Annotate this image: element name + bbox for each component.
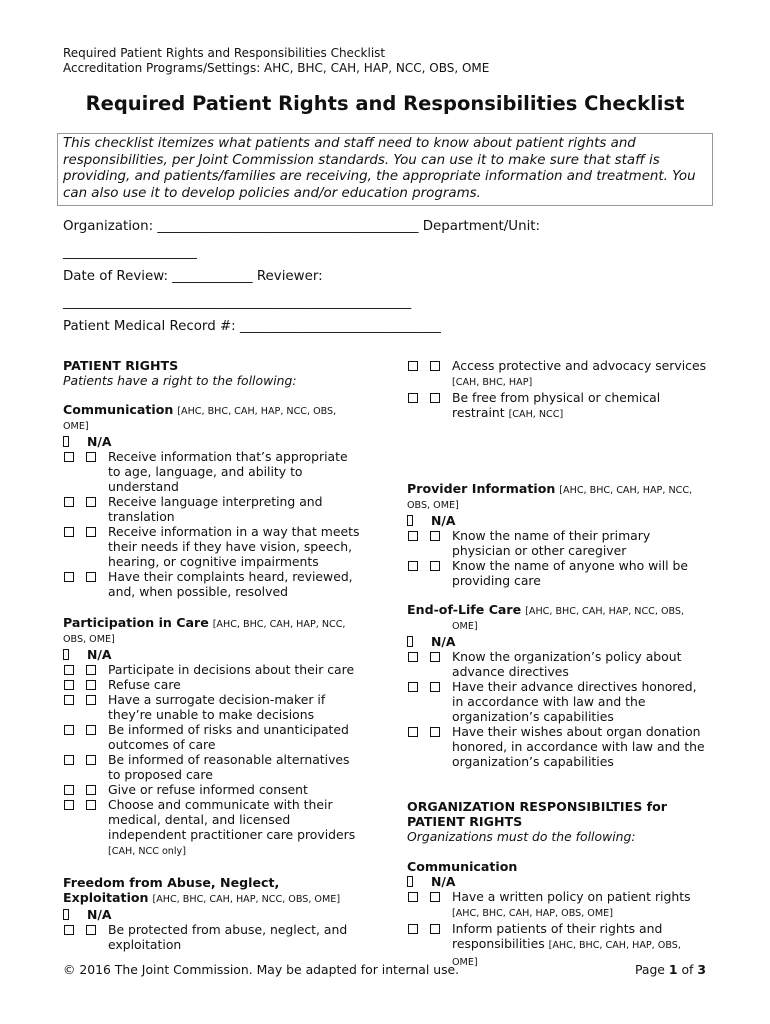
checkbox-icon[interactable]: [430, 652, 440, 662]
item-tags: [CAH, NCC]: [508, 409, 564, 420]
checkbox-icon[interactable]: [86, 695, 96, 705]
checkbox-icon[interactable]: [86, 925, 96, 935]
page-title: Required Patient Rights and Responsibilities Checklist: [85, 92, 685, 115]
checklist-item: Be informed of reasonable alternatives to proposed care: [63, 752, 363, 782]
item-tags-cont: OME]: [452, 957, 478, 968]
checkbox-icon[interactable]: [64, 725, 74, 735]
checkbox-icon[interactable]: [430, 393, 440, 403]
checkbox-icon[interactable]: [64, 665, 74, 675]
section-tags: [AHC, BHC, CAH, HAP, NCC, OBS,: [525, 606, 685, 617]
item-tags: [CAH, NCC only]: [108, 846, 186, 857]
checkbox-icon[interactable]: [430, 892, 440, 902]
abuse-section: [63, 875, 363, 952]
checkbox-icon[interactable]: [64, 572, 74, 582]
section-title: Provider Information: [407, 481, 556, 496]
checkbox-icon[interactable]: [408, 682, 418, 692]
checkbox-icon[interactable]: [407, 515, 413, 526]
checklist-item: Have their advance directives honored, in accordance with law and the organization’s capabilities: [407, 679, 707, 724]
checkbox-icon[interactable]: [408, 892, 418, 902]
department-field-line: ____________________: [63, 245, 197, 260]
checkbox-icon[interactable]: [64, 695, 74, 705]
checkbox-icon[interactable]: [430, 727, 440, 737]
org-heading-cont: PATIENT RIGHTS: [407, 814, 523, 829]
checkbox-icon[interactable]: [408, 361, 418, 371]
section-tags-cont: OME]: [63, 421, 89, 432]
na-checkbox[interactable]: N/A: [407, 874, 707, 889]
checkbox-icon[interactable]: [64, 497, 74, 507]
checklist-item: Know the organization’s policy about advance directives: [407, 649, 707, 679]
na-checkbox[interactable]: N/A: [407, 634, 707, 649]
checklist-item: Receive information in a way that meets their needs if they have vision, speech, hearing, or cognitive impairments: [63, 524, 363, 569]
checkbox-icon[interactable]: [64, 755, 74, 765]
item-tags: [AHC, BHC, CAH, HAP, OBS, OME]: [452, 908, 613, 919]
checkbox-icon[interactable]: [86, 785, 96, 795]
checkbox-icon[interactable]: [86, 527, 96, 537]
checkbox-icon[interactable]: [408, 531, 418, 541]
running-header: [63, 46, 489, 76]
checkbox-icon[interactable]: [86, 452, 96, 462]
checkbox-icon[interactable]: [63, 649, 69, 660]
page-number: Page 1 of 3: [634, 962, 706, 977]
right-column: [407, 358, 707, 970]
checkbox-icon[interactable]: [430, 924, 440, 934]
checkbox-icon[interactable]: [86, 755, 96, 765]
checkbox-icon[interactable]: [64, 925, 74, 935]
section-title: Participation in Care: [63, 615, 209, 630]
checkbox-icon[interactable]: [408, 727, 418, 737]
checklist-item: Inform patients of their rights and responsibilities [AHC, BHC, CAH, HAP, OBS, OME]: [407, 921, 707, 970]
checkbox-icon[interactable]: [86, 725, 96, 735]
checklist-item: Be protected from abuse, neglect, and exploitation: [63, 922, 363, 952]
checkbox-icon[interactable]: [408, 561, 418, 571]
checklist-item: Be free from physical or chemical restraint [CAH, NCC]: [407, 390, 707, 422]
section-title: End-of-Life Care: [407, 602, 522, 617]
org-heading: ORGANIZATION RESPONSIBILTIES for: [407, 799, 668, 814]
checkbox-icon[interactable]: [407, 636, 413, 647]
section-title: Freedom from Abuse, Neglect,: [63, 875, 280, 890]
checkbox-icon[interactable]: [408, 924, 418, 934]
org-subheading: Organizations must do the following:: [407, 829, 636, 844]
checklist-item: Be informed of risks and unanticipated outcomes of care: [63, 722, 363, 752]
section-tags: [AHC, BHC, CAH, HAP, NCC,: [559, 485, 693, 496]
checkbox-icon[interactable]: [63, 436, 69, 447]
checkbox-icon[interactable]: [408, 652, 418, 662]
checkbox-icon[interactable]: [407, 876, 413, 887]
item-tags: [AHC, BHC, CAH, HAP, OBS,: [548, 940, 681, 951]
section-tags-cont: OBS, OME]: [63, 634, 115, 645]
na-checkbox[interactable]: N/A: [63, 434, 363, 449]
provider-section: [407, 481, 707, 588]
checkbox-icon[interactable]: [430, 561, 440, 571]
checkbox-icon[interactable]: [86, 680, 96, 690]
checkbox-icon[interactable]: [64, 785, 74, 795]
section-tags: [AHC, BHC, CAH, HAP, NCC, OBS, OME]: [152, 894, 341, 905]
checklist-item: Have their complaints heard, reviewed, and, when possible, resolved: [63, 569, 363, 599]
patient-rights-heading: PATIENT RIGHTS: [63, 358, 179, 373]
checkbox-icon[interactable]: [86, 800, 96, 810]
participation-section: [63, 615, 363, 859]
checklist-item: Know the name of their primary physician or other caregiver: [407, 528, 707, 558]
copyright-footer: © 2016 The Joint Commission. May be adapted for internal use.: [63, 962, 460, 977]
checklist-item: Have their wishes about organ donation honored, in accordance with law and the organization’s capabilities: [407, 724, 707, 769]
na-checkbox[interactable]: N/A: [63, 647, 363, 662]
end-of-life-section: [407, 602, 707, 769]
intro-box: This checklist itemizes what patients and staff need to know about patient rights and responsibilities, per Joint Commission standards. You can use it to make sure that staff is providing, and patients/families are receiving, the appropriate information and treatment. You can also use it to develop policies and/or education programs.: [57, 133, 713, 206]
section-tags-cont: OME]: [452, 621, 478, 632]
checkbox-icon[interactable]: [430, 531, 440, 541]
checklist-item: Refuse care: [63, 677, 363, 692]
checkbox-icon[interactable]: [86, 497, 96, 507]
checklist-item: Give or refuse informed consent: [63, 782, 363, 797]
checklist-item: Receive information that’s appropriate to age, language, and ability to understand: [63, 449, 363, 494]
reviewer-field-line: ____________________________________________________: [63, 295, 412, 310]
checkbox-icon[interactable]: [86, 572, 96, 582]
checkbox-icon[interactable]: [64, 452, 74, 462]
checkbox-icon[interactable]: [86, 665, 96, 675]
na-checkbox[interactable]: N/A: [407, 513, 707, 528]
org-responsibilities-section: [407, 799, 707, 970]
header-line-2: Accreditation Programs/Settings: AHC, BHC, CAH, HAP, NCC, OBS, OME: [63, 61, 490, 75]
checkbox-icon[interactable]: [63, 909, 69, 920]
checkbox-icon[interactable]: [64, 680, 74, 690]
checkbox-icon[interactable]: [430, 682, 440, 692]
section-title: Communication: [63, 402, 174, 417]
checkbox-icon[interactable]: [408, 393, 418, 403]
checkbox-icon[interactable]: [430, 361, 440, 371]
item-tags: [CAH, BHC, HAP]: [452, 377, 533, 388]
checklist-item: Receive language interpreting and translation: [63, 494, 363, 524]
section-title-cont: Exploitation: [63, 890, 149, 905]
medical-record-field: Patient Medical Record #: ______________________________: [63, 319, 441, 334]
checklist-item: Choose and communicate with their medical, dental, and licensed independent practitioner care providers [CAH, NCC only]: [63, 797, 363, 859]
section-title: Communication: [407, 859, 518, 874]
organization-field: Organization: _______________________________________ Department/Unit:: [63, 219, 541, 234]
header-line-1: Required Patient Rights and Responsibilities Checklist: [63, 46, 386, 60]
section-tags: [AHC, BHC, CAH, HAP, NCC, OBS,: [177, 406, 337, 417]
checklist-item: Access protective and advocacy services [CAH, BHC, HAP]: [407, 358, 707, 390]
left-column: [63, 358, 363, 952]
checklist-item: Have a written policy on patient rights [AHC, BHC, CAH, HAP, OBS, OME]: [407, 889, 707, 921]
checkbox-icon[interactable]: [64, 527, 74, 537]
na-checkbox[interactable]: N/A: [63, 907, 363, 922]
section-tags-cont: OBS, OME]: [407, 500, 459, 511]
checklist-item: Know the name of anyone who will be providing care: [407, 558, 707, 588]
patient-rights-subheading: Patients have a right to the following:: [63, 373, 297, 388]
checklist-item: Participate in decisions about their care: [63, 662, 363, 677]
section-tags: [AHC, BHC, CAH, HAP, NCC,: [212, 619, 346, 630]
checkbox-icon[interactable]: [64, 800, 74, 810]
checklist-item: Have a surrogate decision-maker if they’re unable to make decisions: [63, 692, 363, 722]
communication-section: [63, 402, 363, 599]
date-of-review-field: Date of Review: ____________ Reviewer:: [63, 269, 323, 284]
